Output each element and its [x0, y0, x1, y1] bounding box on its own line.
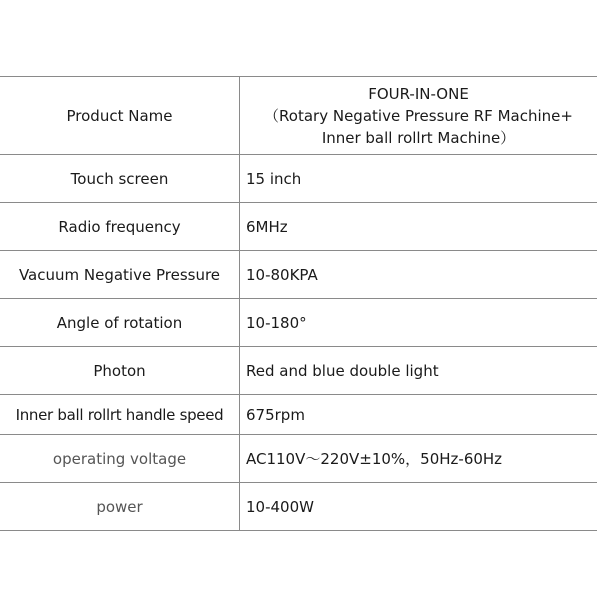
row-value-handle-speed: 675rpm [240, 395, 598, 435]
table-row-radio-frequency [0, 203, 597, 251]
row-value-operating-voltage: AC110V～220V±10%，50Hz-60Hz [240, 435, 598, 483]
row-label-photon: Photon [0, 347, 240, 395]
row-label-angle-of-rotation: Angle of rotation [0, 299, 240, 347]
table-row-photon [0, 347, 597, 395]
row-label-radio-frequency: Radio frequency [0, 203, 240, 251]
spec-table [0, 76, 597, 531]
table-row-operating-voltage [0, 435, 597, 483]
row-label-touch-screen: Touch screen [0, 155, 240, 203]
table-row-vacuum-negative-pressure [0, 251, 597, 299]
table-row-touch-screen [0, 155, 597, 203]
row-value-product-name [240, 77, 598, 155]
row-label-operating-voltage: operating voltage [0, 435, 240, 483]
table-row-handle-speed [0, 395, 597, 435]
table-row-product-name [0, 77, 597, 155]
table-row-angle-of-rotation [0, 299, 597, 347]
row-label-handle-speed: Inner ball rollrt handle speed [0, 395, 240, 435]
row-label-product-name: Product Name [0, 77, 240, 155]
row-value-angle-of-rotation: 10-180° [240, 299, 598, 347]
row-value-touch-screen: 15 inch [240, 155, 598, 203]
product-name-line-2: （Rotary Negative Pressure RF Machine+ [264, 106, 573, 125]
row-value-photon: Red and blue double light [240, 347, 598, 395]
table-row-power [0, 483, 597, 531]
row-value-radio-frequency: 6MHz [240, 203, 598, 251]
row-label-power: power [0, 483, 240, 531]
row-label-vacuum-negative-pressure: Vacuum Negative Pressure [0, 251, 240, 299]
row-value-power: 10-400W [240, 483, 598, 531]
row-value-vacuum-negative-pressure: 10-80KPA [240, 251, 598, 299]
product-name-line-1: FOUR-IN-ONE [368, 84, 469, 103]
product-name-line-3: Inner ball rollrt Machine） [321, 128, 516, 147]
